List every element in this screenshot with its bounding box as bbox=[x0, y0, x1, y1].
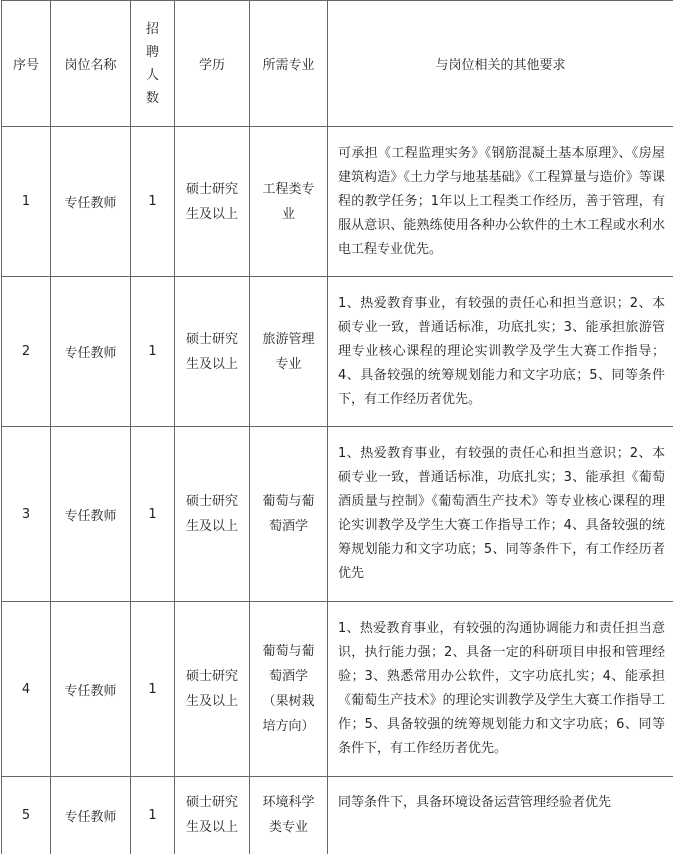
cell-requirements: 同等条件下，具备环境设备运营管理经验者优先 bbox=[328, 777, 673, 854]
cell-position: 专任教师 bbox=[51, 427, 131, 602]
table-row bbox=[2, 777, 673, 854]
cell-major: 葡萄与葡萄酒学 bbox=[250, 427, 328, 602]
table-row bbox=[2, 127, 673, 277]
header-no: 序号 bbox=[2, 1, 51, 127]
recruitment-table bbox=[1, 0, 673, 854]
cell-major: 工程类专业 bbox=[250, 127, 328, 277]
cell-position: 专任教师 bbox=[51, 277, 131, 427]
cell-no: 4 bbox=[2, 602, 51, 777]
cell-education: 硕士研究生及以上 bbox=[175, 427, 250, 602]
cell-education: 硕士研究生及以上 bbox=[175, 127, 250, 277]
cell-position: 专任教师 bbox=[51, 127, 131, 277]
cell-count: 1 bbox=[131, 277, 175, 427]
header-count bbox=[131, 1, 175, 127]
cell-no: 1 bbox=[2, 127, 51, 277]
cell-requirements: 1、热爱教育事业，有较强的责任心和担当意识；2、本硕专业一致，普通话标准，功底扎实；3、能承担《葡萄酒质量与控制》《葡萄酒生产技术》等专业核心课程的理论实训教学及学生大赛工作指导工作；4、具备较强的统筹规划能力和文字功底；5、同等条件下，有工作经历者优先 bbox=[328, 427, 673, 602]
cell-requirements: 1、热爱教育事业，有较强的责任心和担当意识；2、本硕专业一致，普通话标准，功底扎实；3、能承担旅游管理专业核心课程的理论实训教学及学生大赛工作指导；4、具备较强的统筹规划能力和文字功底；5、同等条件下，有工作经历者优先。 bbox=[328, 277, 673, 427]
cell-count: 1 bbox=[131, 777, 175, 854]
cell-education: 硕士研究生及以上 bbox=[175, 777, 250, 854]
header-count-label: 招聘人数 bbox=[145, 21, 159, 106]
header-major: 所需专业 bbox=[250, 1, 328, 127]
table-row bbox=[2, 277, 673, 427]
cell-position: 专任教师 bbox=[51, 602, 131, 777]
cell-major: 葡萄与葡萄酒学（果树栽培方向） bbox=[250, 602, 328, 777]
table-row bbox=[2, 427, 673, 602]
cell-count: 1 bbox=[131, 602, 175, 777]
cell-major: 旅游管理专业 bbox=[250, 277, 328, 427]
header-requirements: 与岗位相关的其他要求 bbox=[328, 1, 673, 127]
cell-no: 3 bbox=[2, 427, 51, 602]
header-row bbox=[2, 1, 673, 127]
cell-education: 硕士研究生及以上 bbox=[175, 277, 250, 427]
header-education: 学历 bbox=[175, 1, 250, 127]
cell-no: 2 bbox=[2, 277, 51, 427]
cell-count: 1 bbox=[131, 427, 175, 602]
cell-education: 硕士研究生及以上 bbox=[175, 602, 250, 777]
cell-no: 5 bbox=[2, 777, 51, 854]
table-row bbox=[2, 602, 673, 777]
header-position: 岗位名称 bbox=[51, 1, 131, 127]
cell-requirements: 可承担《工程监理实务》《钢筋混凝土基本原理》、《房屋建筑构造》《土力学与地基基础》《工程算量与造价》等课程的教学任务；1年以上工程类工作经历，善于管理，有服从意识、能熟练使用各种办公软件的土木工程或水利水电工程专业优先。 bbox=[328, 127, 673, 277]
cell-position: 专任教师 bbox=[51, 777, 131, 854]
cell-count: 1 bbox=[131, 127, 175, 277]
cell-requirements: 1、热爱教育事业，有较强的沟通协调能力和责任担当意识，执行能力强；2、具备一定的科研项目申报和管理经验；3、熟悉常用办公软件，文字功底扎实；4、能承担《葡萄生产技术》的理论实训教学及学生大赛工作指导工作；5、具备较强的统筹规划能力和文字功底；6、同等条件下，有工作经历者优先。 bbox=[328, 602, 673, 777]
cell-major: 环境科学类专业 bbox=[250, 777, 328, 854]
